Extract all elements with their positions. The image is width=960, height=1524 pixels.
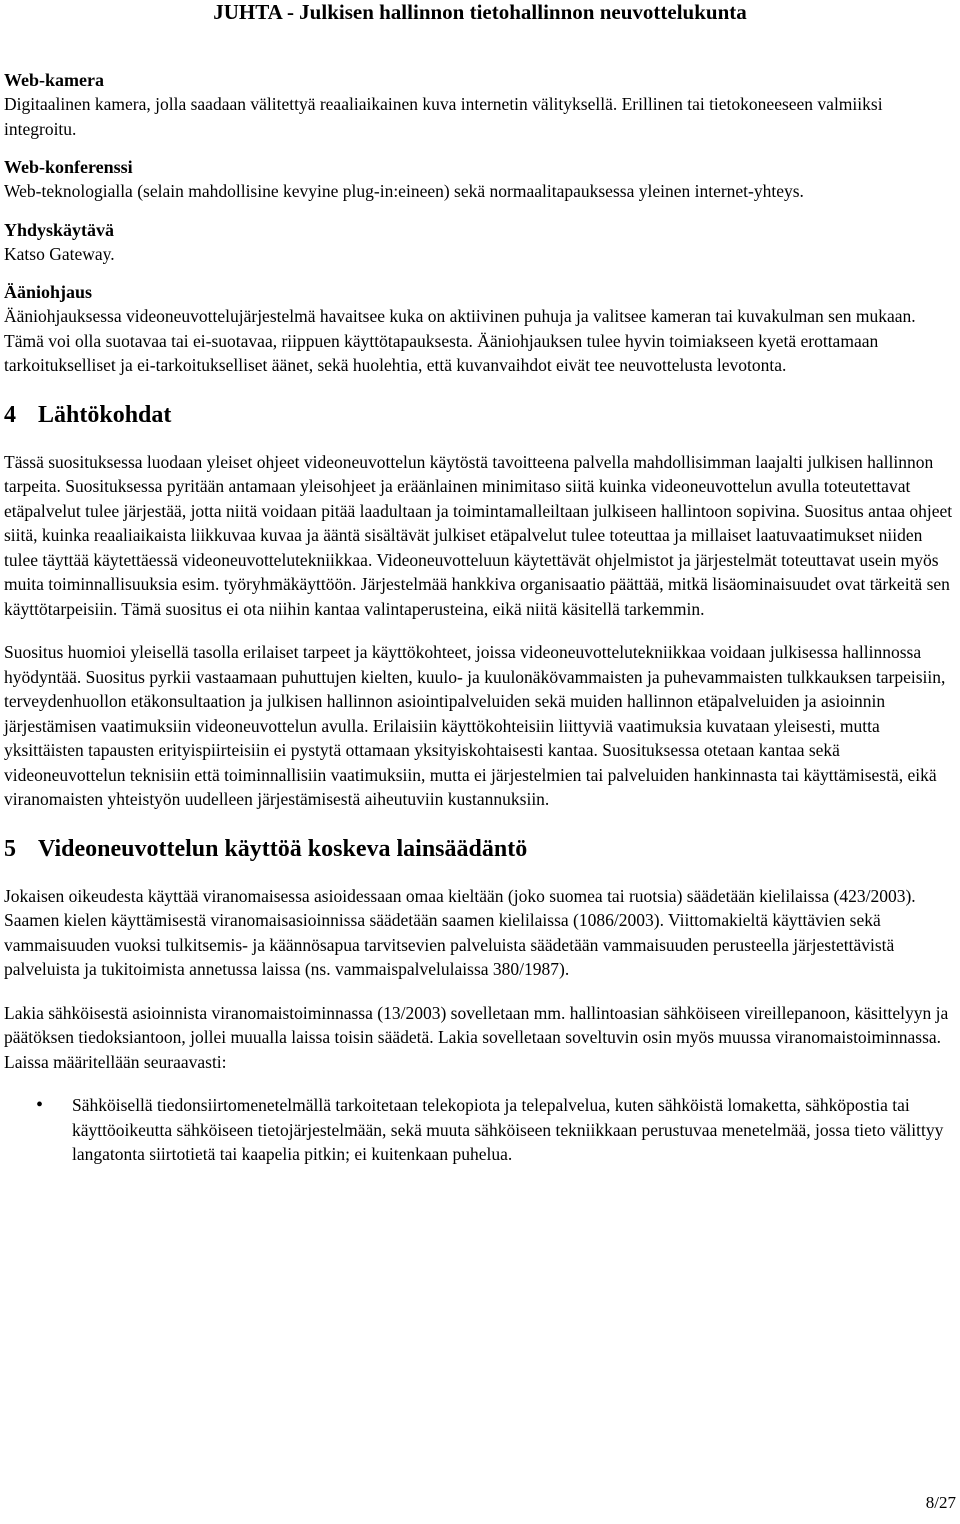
- paragraph: Tässä suosituksessa luodaan yleiset ohjeet videoneuvottelun käytöstä tavoitteena palvella mahdollisimman laajalti julkisen hallinnon tarpeita. Suosituksessa pyritään antamaan yleisohjeet ja eräänlainen minimitaso siitä kuinka videoneuvottelun avulla toteutettavat etäpalvelut tulee järjestää, jotta niitä voidaan pitää laadultaan ja toimintamalleiltaan julkiseen hallintoon sopivina. Suositus antaa ohjeet siitä, kuinka reaaliaikaista liikkuvaa kuvaa ja ääntä sisältävät julkiset etäpalvelut tulee toteuttaa ja millaiset laatuvaatimukset niiden tulee täyttää käytettäessä videoneuvottelutekniikkaa. Videoneuvotteluun käytettävät ohjelmistot ja järjestelmät toteuttavat usein myös muita toiminnallisuuksia esim. työryhmäkäyttöön. Järjestelmää hankkiva organisaatio päättää, mitkä lisäominaisuudet ovat tärkeitä sen käyttötarpeisiin. Tämä suositus ei ota niihin kantaa valintaperusteina, eikä niitä käsitellä tarkemmin.: [4, 451, 953, 619]
- term-web-kamera: [4, 68, 956, 141]
- term-aaniohjaus: [4, 280, 956, 378]
- page-header: JUHTA - Julkisen hallinnon tietohallinnon neuvottelukunta: [213, 0, 747, 24]
- page-number: 8/27: [925, 1493, 956, 1512]
- section-number: 5: [4, 835, 16, 862]
- term-definition: Digitaalinen kamera, jolla saadaan välitettyä reaaliaikainen kuva internetin välityksellä. Erillinen tai tietokoneeseen valmiiksi integroitu.: [4, 94, 883, 139]
- section-5-heading: [4, 834, 956, 864]
- term-yhdyskaytava: [4, 218, 956, 267]
- term-web-konferenssi: [4, 155, 956, 204]
- term-title: Ääniohjaus: [4, 282, 93, 302]
- document-body: [4, 68, 956, 1167]
- section-4-heading: [4, 400, 956, 430]
- paragraph: Suositus huomioi yleisellä tasolla erilaiset tarpeet ja käyttökohteet, joissa videoneuvottelutekniikkaa voidaan julkisessa hallinnossa hyödyntää. Suositus pyrkii vastaamaan puhuttujen kielten, kuulo- ja kuulonäkövammaisten ja puhevammaisten tulkkauksen tarpeisiin, terveydenhuollon etäkonsultaation ja julkisen hallinnon asiointipalveluiden sekä muiden hallinnon etäpalveluiden ja asioinnin järjestämisen vaatimuksiin videoneuvottelun avulla. Erilaisiin käyttökohteisiin liittyviä vaatimuksia kuvataan yleisesti, mutta yksittäisten tapausten erityispiirteisiin ei pystytä ottamaan yksityiskohtaisesti kantaa. Suosituksessa otetaan kantaa sekä videoneuvottelun teknisiin että toiminnallisiin vaatimuksiin, mutta ei järjestelmien tai palveluiden hankinnasta tai käyttämisestä, eikä viranomaisten yhteistyön uudelleen järjestämisestä aiheutuviin kustannuksiin.: [4, 642, 946, 809]
- paragraph: Jokaisen oikeudesta käyttää viranomaisessa asioidessaan omaa kieltään (joko suomea tai ruotsia) säädetään kielilaissa (423/2003). Saamen kielen käyttämisestä viranomaisasioinnissa säädetään saamen kielilaissa (1086/2003). Viittomakieltä käyttävien sekä vammaisuuden vuoksi tulkitsemis- ja käännösapua tarvitsevien palveluista säädetään vammaisuuden perusteella järjestettävistä palveluista ja tukitoimista annetussa laissa (ns. vammaispalvelulaissa 380/1987).: [4, 885, 916, 979]
- term-definition: Web-teknologialla (selain mahdollisine kevyine plug-in:eineen) sekä normaalitapauksessa yleinen internet-yhteys.: [4, 181, 804, 201]
- section-title: Videoneuvottelun käyttöä koskeva lainsäädäntö: [38, 835, 528, 862]
- section-title: Lähtökohdat: [38, 401, 172, 428]
- paragraph: Lakia sähköisestä asioinnista viranomaistoiminnassa (13/2003) sovelletaan mm. hallintoasian sähköiseen vireillepanoon, käsittelyyn ja päätöksen tiedoksiantoon, jollei muualla laissa toisin säädetä. Lakia sovelletaan soveltuvin osin myös muussa viranomaistoiminnassa. Laissa määritellään seuraavasti:: [4, 1002, 949, 1072]
- term-title: Yhdyskäytävä: [4, 219, 115, 240]
- term-definition: Ääniohjauksessa videoneuvottelujärjestelmä havaitsee kuka on aktiivinen puhuja ja valitsee kameran tai kuvakulman sen mukaan. Tämä voi olla suotavaa tai ei-suotavaa, riippuen käyttötapauksesta. Ääniohjauksen tulee hyvin toimiakseen kyetä erottamaan tarkoitukselliset ja ei-tarkoitukselliset äänet, sekä huolehtia, että kuvanvaihdot eivät tee neuvottelusta levotonta.: [4, 306, 916, 375]
- section-number: 4: [4, 401, 16, 428]
- list-item: • Sähköisellä tiedonsiirtomenetelmällä tarkoitetaan telekopiota ja telepalvelua, kuten sähköistä lomaketta, sähköpostia tai käyttöoikeutta sähköiseen tietojärjestelmään, sekä muuta sähköiseen tekniikkaan perustuvaa menetelmää, jossa tieto välittyy langatonta siirtotietä tai kaapelia pitkin; ei kuitenkaan puhelua.: [72, 1093, 956, 1167]
- bullet-list: [4, 1093, 956, 1167]
- term-title: Web-konferenssi: [4, 157, 133, 177]
- term-title: Web-kamera: [4, 70, 104, 90]
- term-definition: Katso Gateway.: [4, 243, 115, 264]
